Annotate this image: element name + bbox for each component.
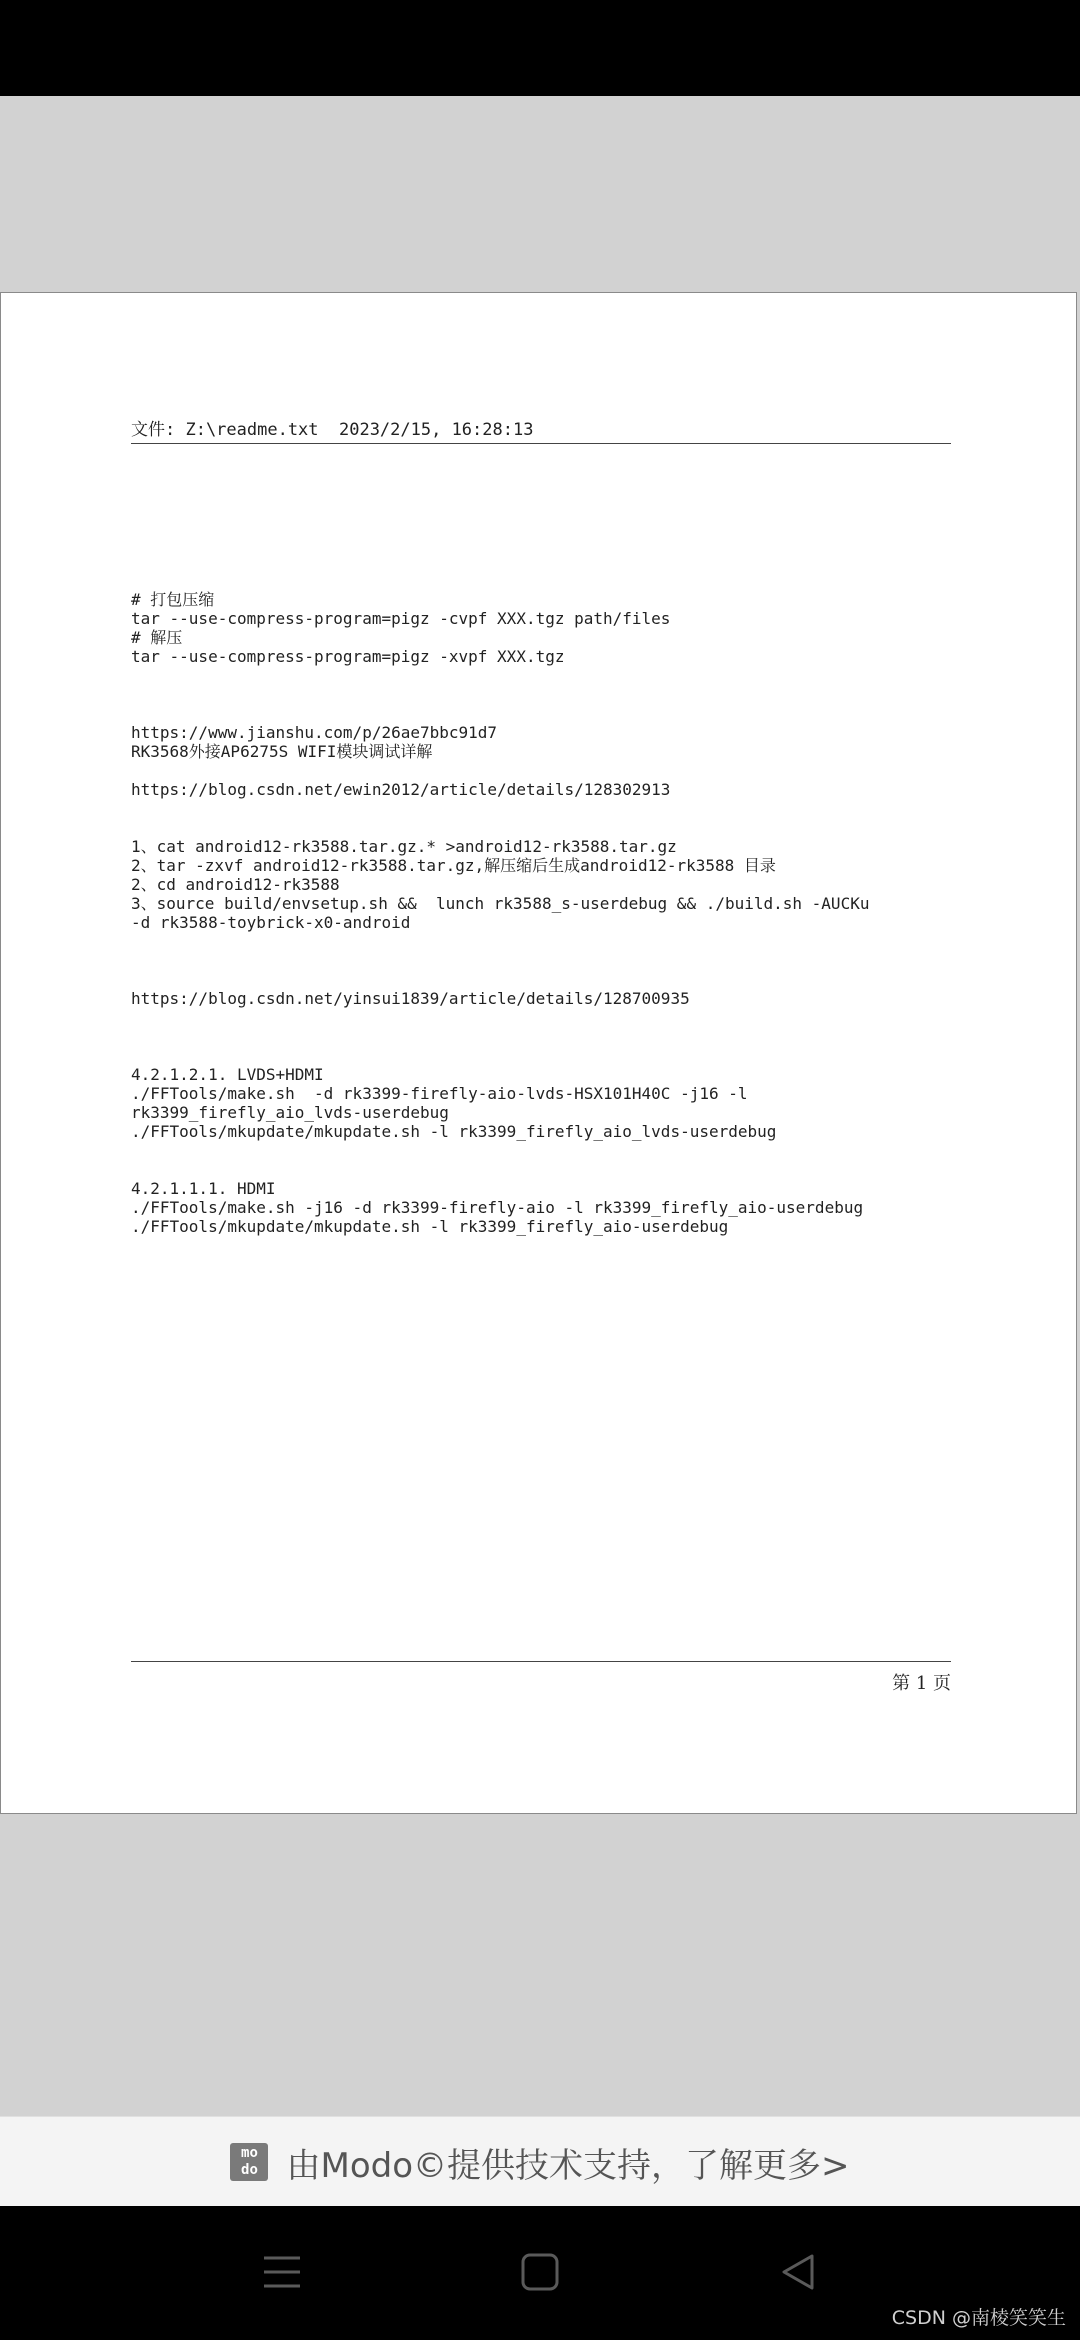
document-line [131,761,961,780]
header-divider [131,443,951,444]
document-line [131,951,961,970]
document-line: rk3399_firefly_aio_lvds-userdebug [131,1103,449,1122]
document-line: -d rk3588-toybrick-x0-android [131,913,411,932]
document-line: # 解压 [131,628,183,647]
document-line: # 打包压缩 [131,590,215,609]
status-bar [0,0,1080,96]
document-line: ./FFTools/mkupdate/mkupdate.sh -l rk3399_firefly_aio_lvds-userdebug [131,1122,777,1141]
document-line: ./FFTools/make.sh -d rk3399-firefly-aio-lvds-HSX101H40C -j16 -l [131,1084,748,1103]
page-body [131,533,961,1236]
document-line [131,1141,961,1160]
document-line: RK3568外接AP6275S WIFI模块调试详解 [131,742,433,761]
document-line: https://blog.csdn.net/ewin2012/article/details/128302913 [131,780,671,799]
modo-support-banner[interactable] [0,2116,1080,2207]
document-line: ./FFTools/make.sh -j16 -d rk3399-firefly-aio -l rk3399_firefly_aio-userdebug [131,1198,864,1217]
home-square-icon [520,2252,560,2292]
document-line [131,1046,961,1065]
back-triangle-icon [778,2252,818,2292]
document-line [131,799,961,818]
document-line: 2、cd android12-rk3588 [131,875,340,894]
document-line: https://www.jianshu.com/p/26ae7bbc91d7 [131,723,498,742]
document-line: tar --use-compress-program=pigz -xvpf XXX.tgz [131,647,565,666]
document-line [131,818,961,837]
document-line [131,685,961,704]
document-line [131,533,961,552]
banner-text[interactable]: 由Modo©提供技术支持，了解更多> [286,2145,850,2186]
document-line [131,571,961,590]
document-line: ./FFTools/mkupdate/mkupdate.sh -l rk3399_firefly_aio-userdebug [131,1217,729,1236]
document-line [131,970,961,989]
document-line: 1、cat android12-rk3588.tar.gz.* >android12-rk3588.tar.gz [131,837,677,856]
document-page[interactable] [0,292,1077,1814]
document-line: tar --use-compress-program=pigz -cvpf XXX.tgz path/files [131,609,671,628]
menu-icon [262,2252,302,2292]
document-line: 3、source build/envsetup.sh && lunch rk3588_s-userdebug && ./build.sh -AUCKu [131,894,870,913]
csdn-watermark: CSDN @南棱笑笑生 [891,2307,1066,2329]
back-button[interactable] [768,2242,828,2302]
modo-logo-icon: mo do [230,2143,268,2181]
document-line [131,704,961,723]
page-number: 第 1 页 [892,1673,951,1694]
home-button[interactable] [510,2242,570,2302]
page-header: 文件: Z:\readme.txt 2023/2/15, 16:28:13 [131,420,534,440]
document-line: 4.2.1.2.1. LVDS+HDMI [131,1065,324,1084]
document-line [131,1008,961,1027]
document-line [131,932,961,951]
document-line [131,552,961,571]
document-line [131,1160,961,1179]
document-line [131,1027,961,1046]
menu-button[interactable] [252,2242,312,2302]
document-line: 4.2.1.1.1. HDMI [131,1179,276,1198]
document-line: 2、tar -zxvf android12-rk3588.tar.gz,解压缩后生成android12-rk3588 目录 [131,856,776,875]
footer-divider [131,1661,951,1662]
document-line: https://blog.csdn.net/yinsui1839/article/details/128700935 [131,989,690,1008]
document-line [131,666,961,685]
